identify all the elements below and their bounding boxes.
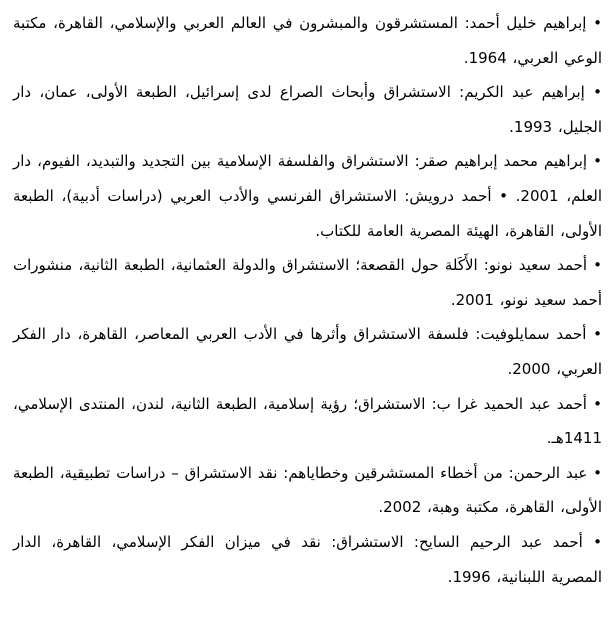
bibliography-entry: • أحمد عبد الرحيم السايح: الاستشراق: نقد في ميزان الفكر الإسلامي، القاهرة، الدار المصرية اللبنانية، 1996. xyxy=(13,532,602,586)
bibliography-entry: • أحمد سمايلوفيت: فلسفة الاستشراق وأثرها في الأدب العربي المعاصر، القاهرة، دار الفكر العربي، 2000. xyxy=(13,325,602,378)
bibliography-entry: • أحمد سعيد نونو: الأَكَلة حول القصعة؛ الاستشراق والدولة العثمانية، الطبعة الثانية، منشورات أحمد سعيد نونو، 2001. xyxy=(13,256,602,309)
bibliography-entry: • أحمد عبد الحميد غرا ب: الاستشراق؛ رؤية إسلامية، الطبعة الثانية، لندن، المنتدى الإسلامي، 1411هـ. xyxy=(13,394,602,448)
bibliography-entry: • عبد الرحمن: من أخطاء المستشرقين وخطاياهم: نقد الاستشراق – دراسات تطبيقية، الطبعة الأولى، القاهرة، مكتبة وهبة، 2002. xyxy=(13,463,602,517)
bibliography-entry: • إبراهيم محمد إبراهيم صقر: الاستشراق والفلسفة الإسلامية بين التجديد والتبديد، الفيوم، دار العلم، 2001. • أحمد درويش: الاستشراق الفرنسي والأدب العربي (دراسات أدبية)، الطبعة الأولى، القاهرة، الهيئة المصرية العامة للكتاب. xyxy=(13,152,602,240)
bibliography-entry: • إبراهيم عبد الكريم: الاستشراق وأبحاث الصراع لدى إسرائيل، الطبعة الأولى، عمان، دار الجليل، 1993. xyxy=(13,83,602,136)
bibliography-entry: • إبراهيم خليل أحمد: المستشرقون والمبشرون في العالم العربي والإسلامي، القاهرة، مكتبة الوعي العربي، 1964. xyxy=(13,14,602,67)
